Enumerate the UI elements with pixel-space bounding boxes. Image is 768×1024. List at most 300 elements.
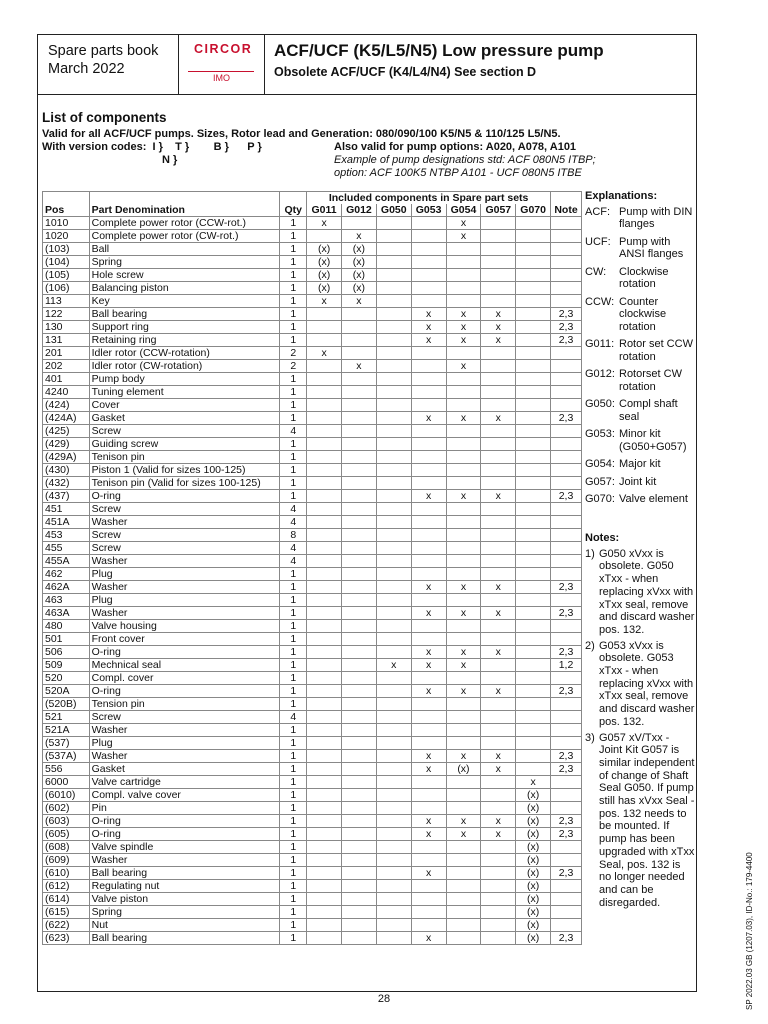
explanation-value: Compl shaft seal (619, 398, 678, 423)
cell-set-mark (376, 399, 411, 412)
cell-set-mark: x (411, 763, 446, 776)
cell-denomination: Washer (89, 854, 280, 867)
cell-note (551, 893, 582, 906)
cell-set-mark (446, 438, 481, 451)
cell-set-mark (341, 607, 376, 620)
cell-set-mark: x (411, 659, 446, 672)
cell-pos: 521A (43, 724, 90, 737)
cell-note (551, 386, 582, 399)
cell-qty: 4 (280, 555, 307, 568)
cell-set-mark (446, 932, 481, 945)
cell-set-mark (376, 477, 411, 490)
cell-set-mark (411, 880, 446, 893)
table-row (43, 737, 582, 750)
cell-set-mark (376, 503, 411, 516)
cell-set-mark (376, 217, 411, 230)
table-row (43, 906, 582, 919)
cell-denomination: Tenison pin (89, 451, 280, 464)
cell-set-mark (307, 841, 342, 854)
cell-set-mark (341, 425, 376, 438)
note-text: G057 xV/Txx - Joint Kit G057 is similar independent of change of Shaft Seal G050. If pump still has xVxx Seal - pos. 132 needs to be mounted. If pump has been upgraded with xTxx Seal, pos. 132 is no longer needed and can be disregarded. (599, 731, 695, 909)
cell-set-mark (446, 633, 481, 646)
cell-set-mark (341, 711, 376, 724)
cell-set-mark (481, 932, 516, 945)
cell-set-mark (307, 659, 342, 672)
cell-qty: 1 (280, 880, 307, 893)
cell-note: 2,3 (551, 308, 582, 321)
cell-denomination: Ball bearing (89, 932, 280, 945)
table-row (43, 503, 582, 516)
explanations-heading: Explanations: (585, 190, 658, 202)
cell-set-mark (411, 347, 446, 360)
page-subtitle: Obsolete ACF/UCF (K4/L4/N4) See section D (274, 65, 537, 79)
cell-set-mark: (x) (307, 269, 342, 282)
cell-pos: (104) (43, 256, 90, 269)
cell-pos: 480 (43, 620, 90, 633)
explanation-value: Rotor set CCW rotation (619, 338, 693, 363)
cell-note (551, 906, 582, 919)
cell-pos: (609) (43, 854, 90, 867)
cell-set-mark (307, 867, 342, 880)
cell-set-mark (307, 425, 342, 438)
table-row (43, 451, 582, 464)
explanation-item (585, 398, 695, 423)
version-codes-line1: With version codes: I } T } B } P } (42, 141, 262, 153)
cell-set-mark (516, 451, 551, 464)
cell-qty: 1 (280, 854, 307, 867)
cell-set-mark (376, 919, 411, 932)
cell-set-mark (307, 399, 342, 412)
cell-pos: (623) (43, 932, 90, 945)
cell-set-mark: (x) (516, 828, 551, 841)
cell-set-mark (307, 815, 342, 828)
cell-qty: 1 (280, 295, 307, 308)
explanation-item (585, 368, 695, 393)
table-row (43, 529, 582, 542)
cell-set-mark: (x) (307, 243, 342, 256)
cell-set-mark (341, 334, 376, 347)
cell-set-mark (411, 269, 446, 282)
cell-set-mark (411, 399, 446, 412)
cell-set-mark (341, 633, 376, 646)
cell-pos: 462 (43, 568, 90, 581)
cell-set-mark (411, 503, 446, 516)
explanation-item (585, 458, 695, 471)
cell-set-mark (307, 646, 342, 659)
cell-set-mark (481, 516, 516, 529)
cell-qty: 4 (280, 516, 307, 529)
table-row (43, 763, 582, 776)
cell-set-mark (376, 373, 411, 386)
page-title: ACF/UCF (K5/L5/N5) Low pressure pump (274, 41, 604, 60)
document-code: SP 2022.03 GB (1207.03), ID-No.: 179-4400 (745, 852, 754, 1010)
table-body (43, 217, 582, 945)
cell-pos: 201 (43, 347, 90, 360)
col-header-set: G057 (481, 204, 516, 217)
cell-set-mark: x (411, 815, 446, 828)
cell-note: 2,3 (551, 828, 582, 841)
cell-set-mark (411, 425, 446, 438)
col-header-qty: Qty (280, 204, 307, 217)
cell-set-mark: (x) (446, 763, 481, 776)
cell-qty: 1 (280, 308, 307, 321)
table-row (43, 542, 582, 555)
cell-set-mark (516, 607, 551, 620)
cell-set-mark (481, 594, 516, 607)
cell-set-mark (481, 906, 516, 919)
cell-set-mark (307, 724, 342, 737)
cell-note (551, 373, 582, 386)
cell-set-mark: x (481, 321, 516, 334)
cell-denomination: Washer (89, 724, 280, 737)
cell-denomination: Spring (89, 256, 280, 269)
cell-pos: 1020 (43, 230, 90, 243)
cell-set-mark (481, 360, 516, 373)
explanations-panel (585, 190, 695, 511)
cell-set-mark (411, 594, 446, 607)
cell-pos: 501 (43, 633, 90, 646)
cell-pos: (429A) (43, 451, 90, 464)
cell-set-mark (446, 594, 481, 607)
cell-set-mark (341, 893, 376, 906)
cell-set-mark (411, 555, 446, 568)
cell-set-mark (481, 776, 516, 789)
cell-pos: (602) (43, 802, 90, 815)
cell-set-mark (481, 568, 516, 581)
cell-denomination: Balancing piston (89, 282, 280, 295)
cell-set-mark (376, 451, 411, 464)
cell-set-mark (516, 295, 551, 308)
cell-set-mark (411, 451, 446, 464)
cell-qty: 1 (280, 659, 307, 672)
cell-denomination: O-ring (89, 646, 280, 659)
cell-set-mark (376, 646, 411, 659)
cell-note (551, 438, 582, 451)
cell-set-mark (307, 438, 342, 451)
explanation-value: Counter clockwise rotation (619, 295, 667, 333)
cell-set-mark (376, 269, 411, 282)
cell-qty: 4 (280, 425, 307, 438)
cell-set-mark (516, 711, 551, 724)
cell-set-mark (341, 867, 376, 880)
cell-set-mark (376, 568, 411, 581)
note-item (585, 732, 695, 910)
cell-set-mark (411, 243, 446, 256)
also-valid-text: Also valid for pump options: A020, A078, A101 (334, 141, 577, 153)
cell-set-mark (411, 789, 446, 802)
cell-set-mark (446, 620, 481, 633)
cell-denomination: Pump body (89, 373, 280, 386)
cell-set-mark (446, 789, 481, 802)
cell-set-mark (341, 763, 376, 776)
cell-pos: 451A (43, 516, 90, 529)
book-title: Spare parts book (48, 43, 159, 59)
cell-set-mark: x (446, 607, 481, 620)
cell-denomination: Tuning element (89, 386, 280, 399)
cell-set-mark (307, 763, 342, 776)
cell-set-mark (307, 477, 342, 490)
cell-set-mark (411, 386, 446, 399)
cell-set-mark (307, 698, 342, 711)
cell-note (551, 698, 582, 711)
cell-pos: (537) (43, 737, 90, 750)
cell-set-mark (516, 373, 551, 386)
cell-set-mark (481, 230, 516, 243)
cell-pos: (6010) (43, 789, 90, 802)
cell-note (551, 230, 582, 243)
cell-denomination: Washer (89, 516, 280, 529)
cell-denomination: Screw (89, 542, 280, 555)
cell-qty: 1 (280, 698, 307, 711)
cell-set-mark (307, 230, 342, 243)
cell-set-mark: (x) (516, 789, 551, 802)
cell-pos: (610) (43, 867, 90, 880)
cell-set-mark (446, 867, 481, 880)
table-row (43, 776, 582, 789)
cell-set-mark (376, 490, 411, 503)
col-header-set: G070 (516, 204, 551, 217)
table-header-blank (89, 192, 280, 205)
cell-denomination: Spring (89, 906, 280, 919)
cell-set-mark (516, 490, 551, 503)
cell-pos: 509 (43, 659, 90, 672)
cell-set-mark: (x) (516, 880, 551, 893)
cell-qty: 1 (280, 490, 307, 503)
cell-pos: (429) (43, 438, 90, 451)
cell-set-mark (481, 802, 516, 815)
cell-note (551, 477, 582, 490)
valid-for-text: Valid for all ACF/UCF pumps. Sizes, Rotor lead and Generation: 080/090/100 K5/N5 & 110/125 L5/N5. (42, 128, 561, 140)
cell-set-mark (341, 321, 376, 334)
table-row (43, 360, 582, 373)
cell-note: 2,3 (551, 490, 582, 503)
cell-denomination: Washer (89, 607, 280, 620)
cell-set-mark: x (446, 334, 481, 347)
cell-set-mark (411, 802, 446, 815)
cell-set-mark (376, 334, 411, 347)
cell-set-mark (341, 464, 376, 477)
cell-set-mark (516, 542, 551, 555)
cell-set-mark (376, 828, 411, 841)
table-row (43, 555, 582, 568)
cell-denomination: Washer (89, 581, 280, 594)
cell-set-mark (481, 477, 516, 490)
cell-set-mark (516, 308, 551, 321)
cell-set-mark (411, 230, 446, 243)
cell-set-mark (376, 555, 411, 568)
cell-qty: 1 (280, 243, 307, 256)
cell-denomination: Hole screw (89, 269, 280, 282)
explanation-key: CCW: (585, 295, 615, 308)
cell-denomination: Valve piston (89, 893, 280, 906)
table-row (43, 308, 582, 321)
cell-pos: (608) (43, 841, 90, 854)
cell-set-mark (341, 386, 376, 399)
explanation-item (585, 296, 695, 334)
table-row (43, 659, 582, 672)
table-row (43, 880, 582, 893)
cell-denomination: Front cover (89, 633, 280, 646)
cell-qty: 1 (280, 373, 307, 386)
cell-set-mark (341, 620, 376, 633)
cell-note (551, 425, 582, 438)
cell-qty: 1 (280, 776, 307, 789)
table-row (43, 490, 582, 503)
cell-set-mark (341, 815, 376, 828)
cell-set-mark (376, 607, 411, 620)
cell-set-mark (411, 711, 446, 724)
cell-set-mark (516, 438, 551, 451)
table-row (43, 724, 582, 737)
cell-qty: 1 (280, 581, 307, 594)
cell-set-mark: x (307, 217, 342, 230)
cell-set-mark: (x) (516, 893, 551, 906)
cell-set-mark (376, 789, 411, 802)
cell-set-mark (516, 256, 551, 269)
cell-set-mark (341, 828, 376, 841)
cell-pos: (432) (43, 477, 90, 490)
cell-set-mark (446, 503, 481, 516)
note-item (585, 548, 695, 637)
cell-set-mark (307, 360, 342, 373)
cell-set-mark (481, 217, 516, 230)
cell-qty: 2 (280, 360, 307, 373)
explanation-value: Pump with DIN flanges (619, 205, 693, 230)
cell-set-mark (481, 893, 516, 906)
cell-set-mark (376, 841, 411, 854)
cell-note (551, 516, 582, 529)
cell-set-mark (516, 347, 551, 360)
cell-set-mark: x (411, 607, 446, 620)
cell-set-mark (516, 230, 551, 243)
logo-circor-text: CIRCOR (194, 42, 253, 56)
cell-set-mark (307, 321, 342, 334)
cell-set-mark (411, 529, 446, 542)
cell-pos: 451 (43, 503, 90, 516)
cell-set-mark (481, 256, 516, 269)
table-row (43, 334, 582, 347)
cell-pos: (520B) (43, 698, 90, 711)
cell-set-mark (307, 594, 342, 607)
cell-set-mark (516, 217, 551, 230)
cell-note (551, 269, 582, 282)
explanation-key: G057: (585, 475, 615, 488)
cell-note (551, 243, 582, 256)
explanation-value: Joint kit (619, 475, 657, 488)
cell-set-mark (481, 620, 516, 633)
cell-note: 2,3 (551, 867, 582, 880)
cell-set-mark (376, 932, 411, 945)
cell-pos: (106) (43, 282, 90, 295)
cell-set-mark: x (446, 685, 481, 698)
cell-pos: 130 (43, 321, 90, 334)
cell-note (551, 399, 582, 412)
cell-note: 2,3 (551, 750, 582, 763)
cell-qty: 1 (280, 321, 307, 334)
cell-set-mark (307, 737, 342, 750)
note-number: 2) (585, 639, 595, 652)
list-title: List of components (42, 110, 167, 125)
cell-set-mark (481, 464, 516, 477)
cell-note (551, 295, 582, 308)
cell-set-mark: x (411, 334, 446, 347)
cell-qty: 1 (280, 646, 307, 659)
table-row (43, 399, 582, 412)
cell-set-mark (411, 464, 446, 477)
cell-qty: 1 (280, 789, 307, 802)
cell-set-mark (446, 256, 481, 269)
cell-qty: 1 (280, 802, 307, 815)
cell-set-mark (307, 308, 342, 321)
col-header-set: G053 (411, 204, 446, 217)
explanation-value: Pump with ANSI flanges (619, 235, 684, 260)
cell-set-mark (307, 672, 342, 685)
cell-set-mark (376, 256, 411, 269)
cell-set-mark: x (481, 412, 516, 425)
note-number: 3) (585, 731, 595, 744)
table-row (43, 867, 582, 880)
cell-set-mark: (x) (516, 867, 551, 880)
cell-pos: 462A (43, 581, 90, 594)
cell-note (551, 217, 582, 230)
col-header-set: G012 (341, 204, 376, 217)
cell-set-mark (516, 386, 551, 399)
cell-set-mark (376, 581, 411, 594)
cell-pos: (437) (43, 490, 90, 503)
cell-set-mark (376, 815, 411, 828)
cell-set-mark (411, 542, 446, 555)
cell-set-mark (446, 711, 481, 724)
cell-set-mark (411, 776, 446, 789)
cell-qty: 1 (280, 464, 307, 477)
explanations-list (585, 206, 695, 506)
cell-set-mark: x (341, 360, 376, 373)
cell-note (551, 672, 582, 685)
cell-set-mark: (x) (341, 282, 376, 295)
cell-pos: (614) (43, 893, 90, 906)
cell-set-mark (516, 464, 551, 477)
cell-set-mark (307, 633, 342, 646)
cell-set-mark: x (481, 750, 516, 763)
cell-qty: 1 (280, 607, 307, 620)
cell-set-mark (307, 529, 342, 542)
cell-set-mark: x (411, 412, 446, 425)
cell-set-mark (516, 477, 551, 490)
table-row (43, 347, 582, 360)
cell-set-mark: x (446, 659, 481, 672)
cell-set-mark (341, 451, 376, 464)
cell-note (551, 360, 582, 373)
cell-set-mark (341, 555, 376, 568)
explanation-item (585, 236, 695, 261)
cell-set-mark (307, 542, 342, 555)
cell-set-mark (516, 646, 551, 659)
table-row (43, 243, 582, 256)
cell-set-mark (307, 555, 342, 568)
cell-set-mark (516, 334, 551, 347)
cell-set-mark (376, 516, 411, 529)
table-row (43, 321, 582, 334)
cell-denomination: Ball bearing (89, 867, 280, 880)
cell-note (551, 880, 582, 893)
cell-set-mark (376, 893, 411, 906)
cell-set-mark (481, 919, 516, 932)
cell-set-mark (376, 282, 411, 295)
cell-set-mark (376, 542, 411, 555)
cell-set-mark: (x) (516, 841, 551, 854)
table-row (43, 412, 582, 425)
cell-denomination: Screw (89, 425, 280, 438)
